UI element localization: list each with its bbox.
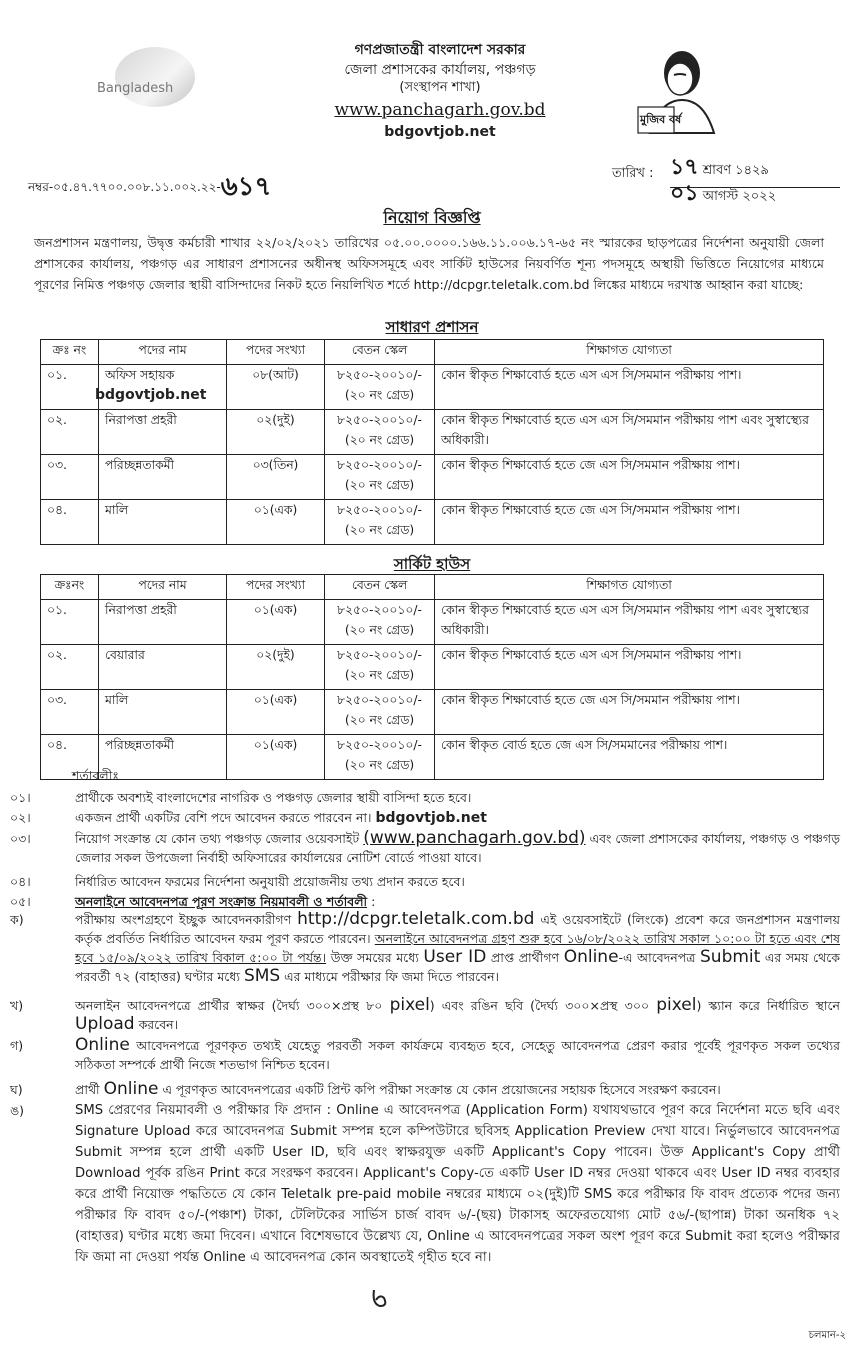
general-admin-table [40, 339, 824, 545]
row-post-text: অফিস সহায়ক [105, 368, 175, 382]
col-scale: বেতন স্কেল [325, 340, 435, 365]
scribble-icon [370, 1286, 394, 1310]
table-header-row [41, 575, 824, 600]
row-post [95, 365, 227, 410]
condition-number: ঘ) [10, 1082, 23, 1097]
row-count: ০৮(আট) [227, 365, 325, 410]
handwritten-mark [370, 1286, 394, 1317]
online-term: Online [75, 1035, 130, 1055]
row-scale [325, 365, 435, 410]
condition-4 [10, 872, 840, 891]
row-scale [325, 735, 435, 780]
pixel-term: pixel [389, 995, 430, 1015]
row-qualification: কোন স্বীকৃত শিক্ষাবোর্ড হতে জে এস সি/সমমান পরীক্ষায় পাশ। [435, 690, 824, 735]
row-post: নিরাপত্তা প্রহরী [99, 410, 227, 455]
col-post: পদের নাম [99, 575, 227, 600]
memo-handwritten: ৬১৭ [220, 172, 272, 202]
grade-text: (২০ নং গ্রেড) [344, 388, 415, 402]
table-row [41, 735, 824, 780]
row-sl: ০২. [41, 410, 99, 455]
inline-watermark: bdgovtjob.net [375, 810, 487, 826]
submit-term: Submit [700, 947, 761, 967]
scale-text: ৮২৫০-২০০১০/- [337, 603, 422, 617]
row-post: বেয়ারার [99, 645, 227, 690]
condition-text-cont: প্রাপ্ত প্রার্থীগণ [490, 950, 560, 965]
row-qualification: কোন স্বীকৃত বোর্ড হতে জে এস সি/সমমানের পরীক্ষায় পাশ। [435, 735, 824, 780]
table-row [41, 365, 824, 410]
scale-text: ৮২৫০-২০০১০/- [337, 503, 422, 517]
row-qualification: কোন স্বীকৃত শিক্ষাবোর্ড হতে এস এস সি/সমমান পরীক্ষায় পাশ। [435, 365, 824, 410]
table-row [41, 600, 824, 645]
row-qualification: কোন স্বীকৃত শিক্ষাবোর্ড হতে এস এস সি/সমমান পরীক্ষায় পাশ এবং সুস্বাস্থ্যের অধিকারী। [435, 600, 824, 645]
condition-text-cont: ) স্ক্যান করে নির্ধারিত স্থানে [696, 998, 841, 1013]
grade-text: (২০ নং গ্রেড) [344, 623, 415, 637]
row-post: পরিচ্ছন্নতাকর্মী [99, 735, 227, 780]
col-scale: বেতন স্কেল [325, 575, 435, 600]
col-qualification: শিক্ষাগত যোগ্যতা [435, 340, 824, 365]
condition-text: প্রার্থীকে অবশ্যই বাংলাদেশের নাগরিক ও পঞ্চগড় জেলার স্থায়ী বাসিন্দা হতে হবে। [75, 790, 472, 805]
memo-number-text: নম্বর-০৫.৪৭.৭৭০০.০০৮.১১.০০২.২২- [28, 180, 221, 194]
grade-text: (২০ নং গ্রেড) [344, 433, 415, 447]
condition-text-cont: -এ আবেদনপত্র [618, 950, 696, 965]
table-row [41, 690, 824, 735]
deadline-text: অনলাইনে আবেদনপত্র গ্রহণ শুরু হবে ১৬/০৮/২০২২ তারিখ সকাল ১০:০০ টা হতে এবং শেষ হবে ১৫/০৯/২০২২ তারিখ বিকাল ৫:০০ টা পর্যন্ত। [75, 931, 840, 965]
online-term: Online [103, 1079, 159, 1099]
continued-note: চলমান-২ [808, 1330, 846, 1341]
scale-text: ৮২৫০-২০০১০/- [337, 368, 422, 382]
row-scale [325, 500, 435, 545]
condition-text-cont: এ পূরণকৃত আবেদনপত্রের একটি প্রিন্ট কপি পরীক্ষা সংক্রান্ত যে কোন প্রয়োজনের সহায়ক হিসেবে সংরক্ষণ করবেন। [162, 1082, 721, 1097]
row-sl: ০৩. [41, 690, 99, 735]
row-scale [325, 645, 435, 690]
condition-heading-text: অনলাইনে আবেদনপত্র পূরণ সংক্রান্ত নিয়মাবলী ও শর্তাবলী [75, 894, 368, 909]
grade-text: (২০ নং গ্রেড) [344, 523, 415, 537]
condition-number: গ) [10, 1038, 24, 1053]
row-count: ০১(এক) [227, 600, 325, 645]
online-term: Online [563, 947, 619, 967]
condition-text-cont: এই ওয়েবসাইটে (লিংকে) প্রবেশ করে জনপ্রশাসন মন্ত্রণালয় কর্তৃক প্রবর্তিত নির্ধারিত আবেদন ফরম পূরণ করতে পারবেন। [75, 912, 841, 946]
condition-text-cont: এর মাধ্যমে পরীক্ষার ফি জমা দিতে পারবেন। [284, 969, 500, 984]
mujib-portrait [630, 45, 720, 135]
logo-text: Bangladesh [97, 81, 174, 96]
sms-term: SMS [243, 966, 281, 986]
date-label: তারিখ : [612, 166, 654, 181]
condition-text-cont: করবেন। [138, 1017, 179, 1032]
condition-colon: : [371, 894, 376, 909]
globe-icon [115, 47, 195, 107]
condition-text: আবেদনপত্রে পূরণকৃত তথ্যই যেহেতু পরবর্তী সকল কার্যক্রমে ব্যবহৃত হবে, সেহেতু আবেদনপত্র প্রেরণ করার পূর্বেই পূরণকৃত সকল তথ্যের সঠিকতা সম্পর্কে প্রার্থী নিজে শতভাগ নিশ্চিত হবেন। [75, 1038, 840, 1072]
row-qualification: কোন স্বীকৃত শিক্ষাবোর্ড হতে জে এস সি/সমমান পরীক্ষায় পাশ। [435, 500, 824, 545]
condition-number: ০৪। [10, 874, 31, 889]
scale-text: ৮২৫০-২০০১০/- [337, 693, 422, 707]
scale-text: ৮২৫০-২০০১০/- [337, 648, 422, 662]
row-post: মালি [99, 500, 227, 545]
row-scale [325, 455, 435, 500]
col-sl: ক্রঃনং [41, 575, 99, 600]
scale-text: ৮২৫০-২০০১০/- [337, 738, 422, 752]
condition-2 [10, 808, 840, 828]
scale-text: ৮২৫০-২০০১০/- [337, 458, 422, 472]
condition-gha [10, 1080, 840, 1099]
condition-text-cont: এর সময় থেকে পরবর্তী ৭২ (বাহাত্তর) ঘণ্টার মধ্যে [75, 950, 840, 984]
condition-number: ০৩। [10, 831, 31, 846]
section-name: (সংস্থাপন শাখা) [399, 80, 481, 95]
watermark-text: bdgovtjob.net [384, 124, 496, 140]
table-row [41, 410, 824, 455]
english-day: ০১ [670, 181, 699, 206]
condition-text-cont: ) এবং রঙিন ছবি (দৈর্ঘ্য ৩০০×প্রস্থ ৩০০ [429, 998, 650, 1013]
condition-3 [10, 829, 840, 867]
col-sl: ক্রঃ নং [41, 340, 99, 365]
office-name: জেলা প্রশাসকের কার্যালয়, পঞ্চগড় [344, 62, 536, 78]
row-count: ০১(এক) [227, 690, 325, 735]
condition-text: অনলাইন আবেদনপত্রে প্রার্থীর স্বাক্ষর (দৈর্ঘ্য ৩০০×প্রস্থ ৮০ [75, 998, 383, 1013]
grade-text: (২০ নং গ্রেড) [344, 758, 415, 772]
circuit-house-table [40, 574, 824, 780]
row-count: ০১(এক) [227, 735, 325, 780]
row-sl: ০১. [41, 365, 99, 410]
col-count: পদের সংখ্যা [227, 340, 325, 365]
condition-kha [10, 996, 840, 1034]
notice-title: নিয়োগ বিজ্ঞপ্তি [383, 208, 481, 227]
row-post: পরিচ্ছন্নতাকর্মী [99, 455, 227, 500]
website-link[interactable]: (www.panchagarh.gov.bd) [363, 828, 586, 848]
col-post: পদের নাম [99, 340, 227, 365]
row-post: নিরাপত্তা প্রহরী [99, 600, 227, 645]
row-count: ০২(দুই) [227, 410, 325, 455]
bangladesh-logo [95, 45, 215, 120]
condition-ga [10, 1036, 840, 1074]
condition-text: SMS প্রেরণের নিয়মাবলী ও পরীক্ষার ফি প্রদান : Online এ আবেদনপত্র (Application Form) যথাযথভাবে পূরণ করে নির্দেশনা মতে ছবি এবং Signature Upload করে আবেদনপত্র Submit সম্পন্ন হলে কম্পিউটারে ছবিসহ Application Preview দেখা যাবে। নির্ভুলভাবে আবেদনপত্র Submit সম্পন্ন হলে প্রার্থী একটি User ID, ছবি এবং স্বাক্ষরযুক্ত একটি Applicant's Copy পাবেন। উক্ত Applicant's Copy প্রার্থী Download পূর্বক রঙিন Print করে সংরক্ষণ করবেন। Applicant's Copy-তে একটি User ID নম্বর দেওয়া থাকবে এবং User ID নম্বর ব্যবহার করে প্রার্থী নিয়োক্ত পদ্ধতিতে যে কোন Teletalk pre-paid mobile নম্বরের মাধ্যমে ০২(দুই)টি SMS করে পরীক্ষার ফি বাবদ প্রত্যেক পদের জন্য পরীক্ষার ফি বাবদ ৫০/-(পঞ্চাশ) টাকা, টেলিটকের সার্ভিস চার্জ বাবদ ৬/-(ছয়) টাকাসহ অফেরতযোগ্য মোট ৫৬/-(ছাপান্ন) টাকা অনধিক ৭২ (বাহাত্তর) ঘণ্টার মধ্যে জমা দিবেন। এখানে বিশেষভাবে উল্লেখ্য যে, Online এ আবেদনপত্রের সকল অংশ পূরণ করে Submit করা হলেও পরীক্ষার ফি জমা না দেওয়া পর্যন্ত Online এ আবেদনপত্র কোন অবস্থাতেই গৃহীত হবে না। [75, 1103, 840, 1265]
col-qualification: শিক্ষাগত যোগ্যতা [435, 575, 824, 600]
memo-number [28, 162, 271, 206]
teletalk-link[interactable]: http://dcpgr.teletalk.com.bd [297, 909, 535, 929]
row-sl: ০২. [41, 645, 99, 690]
condition-ka [10, 910, 840, 986]
row-qualification: কোন স্বীকৃত শিক্ষাবোর্ড হতে এস এস সি/সমমান পরীক্ষায় পাশ। [435, 645, 824, 690]
mujib-year-caption: মুজিব বর্ষ [640, 113, 682, 126]
row-sl: ০৩. [41, 455, 99, 500]
conditions-heading: শর্তাবলীঃ [72, 768, 119, 783]
condition-number: খ) [10, 998, 24, 1013]
condition-1 [10, 788, 840, 807]
govt-name: গণপ্রজাতন্ত্রী বাংলাদেশ সরকার [354, 42, 526, 58]
bangla-day: ১৭ [670, 155, 699, 180]
english-month-year: আগস্ট ২০২২ [702, 189, 777, 204]
table-row [41, 455, 824, 500]
grade-text: (২০ নং গ্রেড) [344, 478, 415, 492]
condition-text-cont: এবং জেলা প্রশাসকের কার্যালয়, পঞ্চগড় ও পঞ্চগড় জেলার সকল উপজেলা নির্বাহী অফিসারের কার্যালয়ের নোটিশ বোর্ডে পাওয়া যাবে। [75, 831, 840, 865]
intro-paragraph: জনপ্রশাসন মন্ত্রণালয়, উদ্বৃত্ত কর্মচারী শাখার ২২/০২/২০২১ তারিখের ০৫.০০.০০০০.১৬৬.১১.০০৬.১৭-৬৫ নং স্মারকের ছাড়পত্রের নির্দেশনা অনুযায়ী জেলা প্রশাসকের কার্যালয়, পঞ্চগড় এর সাধারণ প্রশাসনের অধীনস্থ অফিসসমূহে এবং সার্কিট হাউসের নিয়বর্ণিত শূন্য পদসমূহে অস্থায়ী ভিত্তিতে নিয়োগের মাধ্যমে পূরণের নিমিত্ত পঞ্চগড় জেলার স্থায়ী বাসিন্দাদের নিকট হতে নিয়লিখিত শর্তে http://dcpgr.teletalk.com.bd লিঙ্কের মাধ্যমে দরখাস্ত আহ্বান করা যাচ্ছে: [34, 235, 824, 292]
condition-text-cont: উক্ত সময়ের মধ্যে [330, 950, 419, 965]
grade-text: (২০ নং গ্রেড) [344, 713, 415, 727]
row-scale [325, 600, 435, 645]
condition-ung [10, 1100, 840, 1268]
table-header-row [41, 340, 824, 365]
row-count: ০৩(তিন) [227, 455, 325, 500]
condition-text: পরীক্ষায় অংশগ্রহণে ইচ্ছুক আবেদনকারীগণ [75, 912, 292, 927]
condition-text: নির্ধারিত আবেদন ফরমের নির্দেশনা অনুযায়ী প্রয়োজনীয় তথ্য প্রদান করতে হবে। [75, 874, 465, 889]
row-qualification: কোন স্বীকৃত শিক্ষাবোর্ড হতে জে এস সি/সমমান পরীক্ষায় পাশ। [435, 455, 824, 500]
row-scale [325, 690, 435, 735]
pixel-term: pixel [656, 995, 697, 1015]
table-row [41, 500, 824, 545]
grade-text: (২০ নং গ্রেড) [344, 668, 415, 682]
bangla-month-year: শ্রাবণ ১৪২৯ [702, 163, 769, 178]
circuit-house-title: সার্কিট হাউস [393, 555, 471, 573]
row-post: মালি [99, 690, 227, 735]
general-admin-title: সাধারণ প্রশাসন [385, 318, 479, 336]
col-count: পদের সংখ্যা [227, 575, 325, 600]
condition-number: ০২। [10, 810, 31, 825]
row-sl: ০৪. [41, 500, 99, 545]
condition-number: ঙ) [10, 1103, 25, 1118]
condition-number: ০১। [10, 790, 31, 805]
row-qualification: কোন স্বীকৃত শিক্ষাবোর্ড হতে এস এস সি/সমমান পরীক্ষায় পাশ এবং সুস্বাস্থ্যের অধিকারী। [435, 410, 824, 455]
condition-number: ০৫। [10, 894, 31, 909]
condition-text: একজন প্রার্থী একটির বেশি পদে আবেদন করতে পারবেন না। [75, 810, 372, 825]
row-scale [325, 410, 435, 455]
row-sl: ০১. [41, 600, 99, 645]
table-watermark: bdgovtjob.net [95, 387, 207, 403]
user-id-term: User ID [423, 947, 487, 967]
condition-text: প্রার্থী [75, 1082, 100, 1097]
row-count: ০২(দুই) [227, 645, 325, 690]
upload-term: Upload [75, 1014, 135, 1034]
row-count: ০১(এক) [227, 500, 325, 545]
condition-number: ক) [10, 912, 24, 927]
table-row [41, 645, 824, 690]
condition-text: নিয়োগ সংক্রান্ত যে কোন তথ্য পঞ্চগড় জেলার ওয়েবসাইট [75, 831, 360, 846]
website-link[interactable]: www.panchagarh.gov.bd [334, 100, 546, 120]
row-sl: ০৪. [41, 735, 99, 780]
scale-text: ৮২৫০-২০০১০/- [337, 413, 422, 427]
